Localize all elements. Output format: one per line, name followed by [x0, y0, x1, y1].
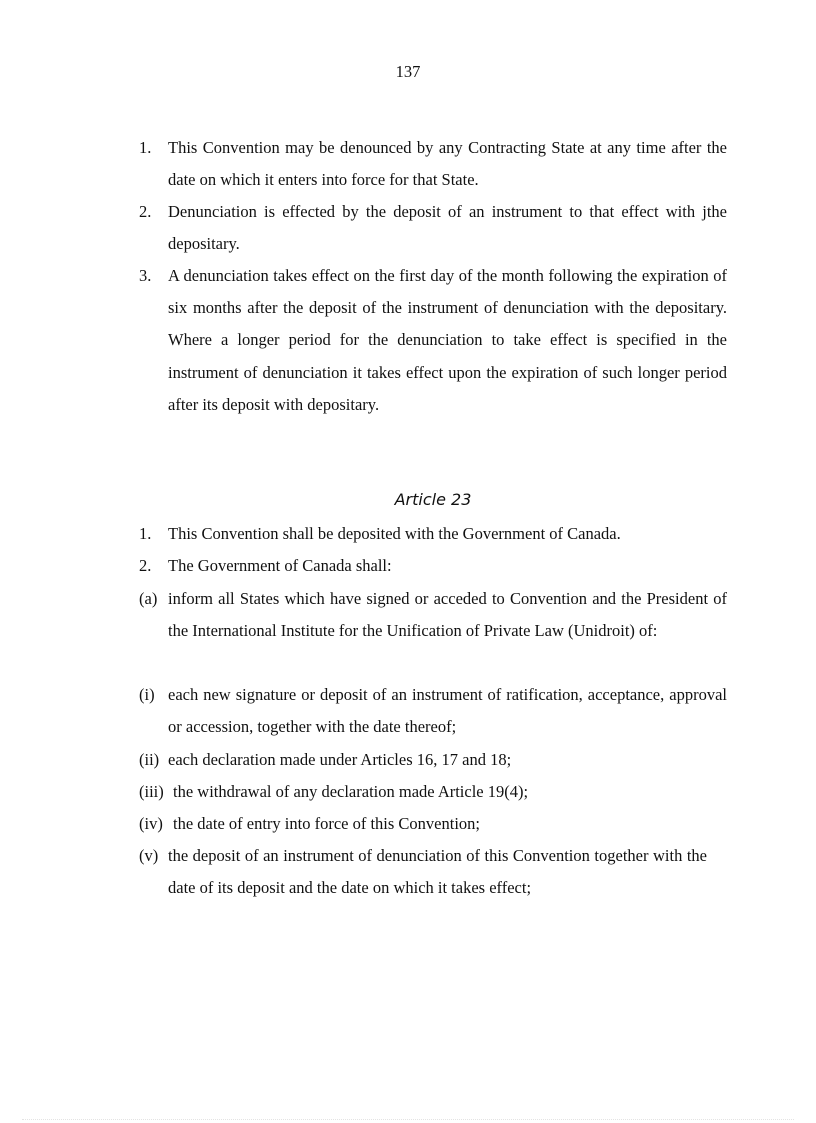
item-marker: (i)	[139, 685, 155, 704]
item-marker: (a)	[139, 589, 158, 608]
item-text: the date of entry into force of this Convention;	[173, 814, 481, 833]
item-text: This Convention shall be deposited with the Government of Canada.	[168, 524, 621, 543]
item-marker: 2.	[139, 556, 152, 575]
page-number: 137	[395, 62, 421, 81]
item-text: each declaration made under Articles 16, 17 and 18;	[168, 750, 512, 769]
item-text: A denunciation takes effect on the first day of the month following the expiration of six months after the deposit of the instrument of denunciation with the depositary. Where a longer period for the denunciation to take effect is specified in the instrument of denunciation it takes effect upon the expiration of such longer period after its deposit with depositary.	[168, 266, 727, 414]
item-text: each new signature or deposit of an instrument of ratification, acceptance, approval or accession, together with the date thereof;	[168, 685, 727, 737]
item-marker: (v)	[139, 846, 159, 865]
item-text: inform all States which have signed or acceded to Convention and the President of the International Institute for the Unification of Private Law (Unidroit) of:	[168, 589, 727, 641]
list-item	[139, 196, 727, 260]
item-marker: 3.	[139, 266, 152, 285]
list-item	[139, 840, 707, 904]
list-item	[139, 744, 727, 776]
item-text: Denunciation is effected by the deposit of an instrument to that effect with jthe depositary.	[168, 202, 727, 254]
item-marker: (iv)	[139, 814, 163, 833]
item-text: The Government of Canada shall:	[168, 556, 392, 575]
item-marker: 2.	[139, 202, 152, 221]
item-marker: (iii)	[139, 782, 164, 801]
list-item	[139, 776, 727, 808]
item-marker: 1.	[139, 138, 152, 157]
item-text: This Convention may be denounced by any Contracting State at any time after the date on which it enters into force for that State.	[168, 138, 727, 190]
item-marker: (ii)	[139, 750, 160, 769]
item-text: the withdrawal of any declaration made Article 19(4);	[173, 782, 529, 801]
list-item	[139, 260, 727, 421]
list-item	[139, 518, 727, 550]
list-item	[139, 808, 727, 840]
list-item	[139, 583, 727, 647]
list-item	[139, 132, 727, 196]
item-marker: 1.	[139, 524, 152, 543]
list-item	[139, 679, 727, 743]
page-bottom-rule	[22, 1119, 794, 1120]
list-item	[139, 550, 727, 582]
item-text: the deposit of an instrument of denunciation of this Convention together with the date of its deposit and the date on which it takes effect;	[168, 846, 707, 898]
article-heading: Article 23	[394, 490, 472, 509]
